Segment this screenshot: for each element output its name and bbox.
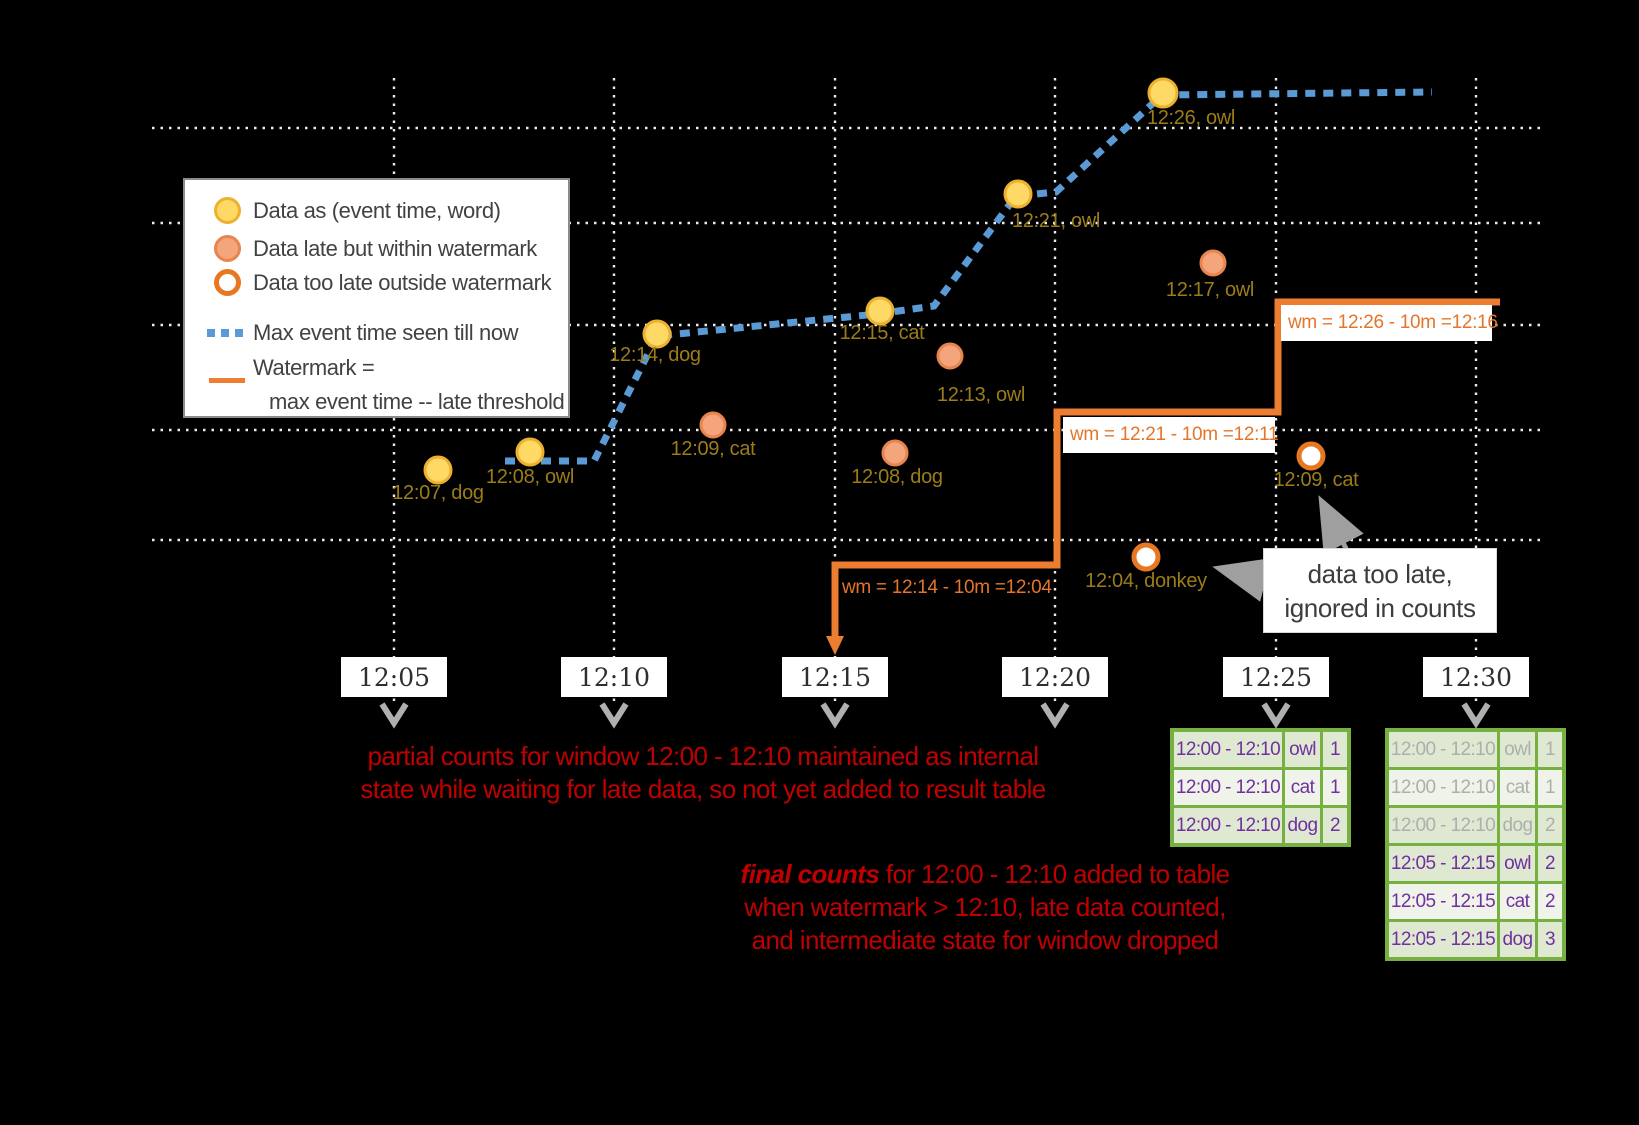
word-cell: cat <box>1500 770 1535 805</box>
result-table-1225 <box>1170 728 1351 847</box>
legend-item-watermark-def: max event time -- late threshold <box>269 389 565 414</box>
annotation-final-lead: final counts <box>740 859 880 889</box>
max-event-line-icon <box>207 329 247 337</box>
label-1207-dog: 12:07, dog <box>392 482 484 504</box>
count-cell: 2 <box>1538 808 1562 843</box>
watermark-line-icon <box>209 378 245 383</box>
label-1215-cat: 12:15, cat <box>839 322 925 344</box>
word-cell: dog <box>1500 922 1535 957</box>
watermark-arrowhead <box>826 636 844 655</box>
ontime-circle-icon <box>214 197 241 224</box>
axis-tick-1215: 12:15 <box>782 657 888 697</box>
window-cell: 12:00 - 12:10 <box>1174 770 1282 805</box>
legend <box>183 178 570 418</box>
word-cell: owl <box>1500 846 1535 881</box>
word-cell: owl <box>1500 732 1535 767</box>
too-late-callout-line1: data too late, <box>1307 558 1453 589</box>
count-cell: 2 <box>1538 846 1562 881</box>
legend-item-toolate: Data too late outside watermark <box>253 270 552 295</box>
word-cell: dog <box>1500 808 1535 843</box>
point-1209-cat-late <box>701 413 725 437</box>
axis-tick-1220: 12:20 <box>1002 657 1108 697</box>
word-cell: cat <box>1285 770 1320 805</box>
count-cell: 2 <box>1538 884 1562 919</box>
legend-item-ontime: Data as (event time, word) <box>253 198 501 223</box>
watermark-label-1: wm = 12:14 - 10m =12:04 <box>842 577 1052 598</box>
point-1208-owl <box>517 439 543 465</box>
point-1217-owl <box>1201 251 1225 275</box>
label-1213-owl: 12:13, owl <box>936 384 1026 406</box>
point-1226-owl <box>1149 79 1177 107</box>
table-row <box>1389 808 1562 843</box>
word-cell: cat <box>1500 884 1535 919</box>
table-row <box>1389 770 1562 805</box>
point-1213-owl <box>938 344 962 368</box>
late-circle-icon <box>214 235 241 262</box>
label-1217-owl: 12:17, owl <box>1165 279 1255 301</box>
result-table-1230 <box>1385 728 1566 961</box>
annotation-final-line2: when watermark > 12:10, late data counted, <box>744 892 1226 922</box>
table-row <box>1174 770 1347 805</box>
point-1221-owl <box>1005 181 1031 207</box>
annotation-partial-line2: state while waiting for late data, so not yet added to result table <box>360 774 1046 804</box>
annotation-final-line1 <box>741 858 1230 891</box>
label-1221-owl: 12:21, owl <box>1011 210 1101 232</box>
count-cell: 3 <box>1538 922 1562 957</box>
label-1214-dog: 12:14, dog <box>609 344 701 366</box>
annotation-final-counts <box>741 858 1230 957</box>
window-cell: 12:00 - 12:10 <box>1389 770 1497 805</box>
word-cell: dog <box>1285 808 1320 843</box>
axis-arrows <box>382 704 1488 723</box>
table-row <box>1389 732 1562 767</box>
count-cell: 1 <box>1323 770 1347 805</box>
watermark-label-2: wm = 12:21 - 10m =12:11 <box>1063 417 1275 453</box>
label-1208-dog: 12:08, dog <box>851 466 943 488</box>
table-row <box>1389 846 1562 881</box>
window-cell: 12:00 - 12:10 <box>1174 732 1282 767</box>
axis-tick-1230: 12:30 <box>1423 657 1529 697</box>
count-cell: 1 <box>1538 732 1562 767</box>
too-late-callout <box>1263 548 1497 633</box>
axis-tick-1225: 12:25 <box>1223 657 1329 697</box>
table-row <box>1389 922 1562 957</box>
toolate-circle-icon <box>214 269 241 296</box>
label-1209-cat-toolate: 12:09, cat <box>1273 469 1359 491</box>
window-cell: 12:00 - 12:10 <box>1174 808 1282 843</box>
count-cell: 2 <box>1323 808 1347 843</box>
point-1209-cat-toolate <box>1299 444 1323 468</box>
label-1208-owl: 12:08, owl <box>485 466 575 488</box>
table-row <box>1174 808 1347 843</box>
legend-item-late: Data late but within watermark <box>253 236 537 261</box>
count-cell: 1 <box>1538 770 1562 805</box>
axis-tick-1205: 12:05 <box>341 657 447 697</box>
label-1226-owl: 12:26, owl <box>1146 107 1236 129</box>
window-cell: 12:00 - 12:10 <box>1389 732 1497 767</box>
annotation-partial-counts <box>360 740 1045 806</box>
point-1204-donkey <box>1134 545 1158 569</box>
watermark-label-3: wm = 12:26 - 10m =12:16 <box>1281 305 1492 341</box>
legend-item-max-event: Max event time seen till now <box>253 320 519 345</box>
point-1208-dog <box>883 441 907 465</box>
count-cell: 1 <box>1323 732 1347 767</box>
window-cell: 12:05 - 12:15 <box>1389 922 1497 957</box>
label-1209-cat: 12:09, cat <box>670 438 756 460</box>
annotation-final-line1-rest: for 12:00 - 12:10 added to table <box>879 859 1230 889</box>
annotation-partial-line1: partial counts for window 12:00 - 12:10 maintained as internal <box>367 741 1039 771</box>
too-late-callout-line2: ignored in counts <box>1284 592 1476 623</box>
word-cell: owl <box>1285 732 1320 767</box>
annotation-final-line3: and intermediate state for window dropped <box>751 925 1219 955</box>
window-cell: 12:05 - 12:15 <box>1389 884 1497 919</box>
window-cell: 12:00 - 12:10 <box>1389 808 1497 843</box>
table-row <box>1389 884 1562 919</box>
legend-item-watermark: Watermark = <box>253 355 375 380</box>
label-1204-donkey: 12:04, donkey <box>1085 570 1207 592</box>
table-row <box>1174 732 1347 767</box>
window-cell: 12:05 - 12:15 <box>1389 846 1497 881</box>
axis-tick-1210: 12:10 <box>561 657 667 697</box>
